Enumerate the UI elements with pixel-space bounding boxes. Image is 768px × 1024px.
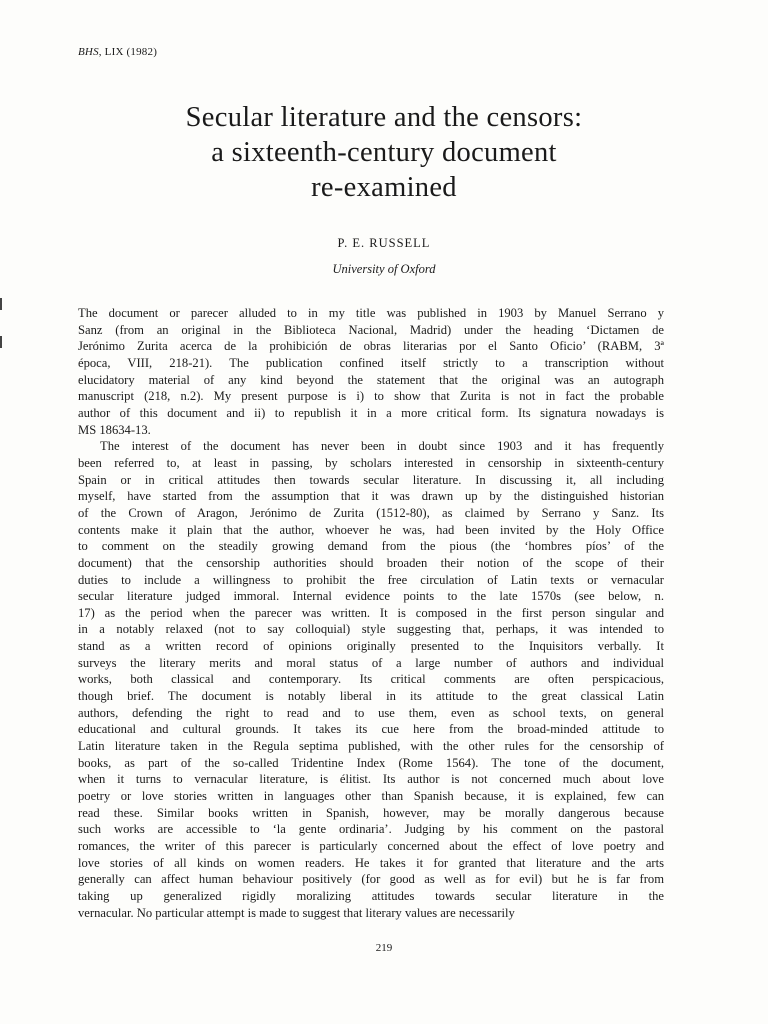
- title-line-3: re-examined: [311, 172, 457, 203]
- body-line: duties to include a willingness to prohibit the free circulation of Latin texts or vernacular: [78, 572, 664, 587]
- body-line: surveys the literary merits and moral status of a large number of authors and individual: [78, 655, 664, 670]
- body-line: manuscript (218, n.2). My present purpose is i) to show that Zurita is not in fact the probable: [78, 389, 664, 404]
- body-line: generally can affect human behaviour positively (for good as well as for evil) but he is far from: [78, 872, 664, 887]
- body-line: document) that the censorship authorities should broaden their notion of the scope of their: [78, 555, 664, 570]
- body-line: works, both classical and contemporary. Its critical comments are often perspicacious,: [78, 672, 664, 687]
- body-line: The interest of the document has never been in doubt since 1903 and it has frequently: [100, 439, 664, 454]
- body-line: secular literature judged immoral. Internal evidence points to the late 1570s (see below, n.: [78, 589, 664, 604]
- body-line: when it turns to vernacular literature, is élitist. Its author is not concerned much about love: [78, 772, 664, 787]
- body-line: Jerónimo Zurita acerca de la prohibición de obras literarias por el Santo Oficio’ (RABM, 3ª: [78, 339, 664, 354]
- body-line: elucidatory material of any kind beyond the statement that the original was an autograph: [78, 372, 664, 387]
- journal-volume-year: , LIX (1982): [98, 46, 158, 58]
- margin-mark: [0, 336, 2, 348]
- running-head: [78, 46, 157, 58]
- body-line: romances, the writer of this parecer is particularly concerned about the effect of love poetry and: [78, 839, 664, 853]
- author-affiliation: University of Oxford: [332, 262, 436, 276]
- body-line: of the Crown of Aragon, Jerónimo de Zurita (1512-80), as claimed by Serrano y Sanz. Its: [78, 505, 664, 520]
- title-line-1: Secular literature and the censors:: [185, 102, 583, 133]
- body-line: The document or parecer alluded to in my title was published in 1903 by Manuel Serrano y: [78, 306, 664, 320]
- body-line: books, as part of the so-called Tridentine Index (Rome 1564). The tone of the document,: [78, 755, 664, 770]
- body-line: author of this document and ii) to republish it in a more critical form. Its signatura nowadays is: [78, 405, 664, 420]
- body-line: Sanz (from an original in the Biblioteca Nacional, Madrid) under the heading ‘Dictamen de: [78, 322, 664, 337]
- body-line: stand as a written record of opinions originally presented to the Inquisitors verbally. It: [78, 639, 664, 654]
- margin-mark: [0, 298, 2, 310]
- body-line: época, VIII, 218-21). The publication confined itself strictly to a transcription without: [78, 355, 664, 370]
- title-line-2: a sixteenth-century document: [211, 137, 557, 168]
- body-line: authors, defending the right to read and to use them, even as school texts, on general: [78, 705, 664, 720]
- journal-abbreviation: BHS: [78, 46, 99, 58]
- body-line: though brief. The document is notably liberal in its attitude to the great classical Latin: [78, 689, 664, 704]
- body-line: Latin literature taken in the Regula septima published, with the other rules for the censorship of: [78, 739, 664, 754]
- body-line: been referred to, at least in passing, by scholars interested in censorship in sixteenth-century: [78, 455, 664, 470]
- article-title: [0, 100, 768, 205]
- body-line: love stories of all kinds on women readers. He takes it for granted that literature and the arts: [78, 855, 664, 870]
- author-name: P. E. RUSSELL: [337, 236, 431, 250]
- body-line: such works are accessible to ‘la gente ordinaria’. Judging by his comment on the pastoral: [78, 822, 664, 837]
- body-line: contents make it plain that the author, whoever he was, had been invited by the Holy Office: [78, 522, 664, 537]
- page-number: 219: [375, 942, 393, 954]
- article-body: [78, 305, 664, 921]
- body-line: in a notably relaxed (not to say colloquial) style suggesting that, perhaps, it was intended to: [78, 622, 664, 637]
- body-line: Spain or in critical attitudes then towards secular literature. In discussing it, all including: [78, 472, 664, 487]
- body-line: taking up generalized rigidly moralizing attitudes towards secular literature in the: [78, 888, 664, 903]
- body-line: vernacular. No particular attempt is made to suggest that literary values are necessarily: [78, 905, 515, 920]
- body-line: to comment on the steadily growing demand from the pious (the ‘hombres píos’ of the: [78, 539, 664, 554]
- body-line: myself, have started from the assumption that it was drawn up by the distinguished historian: [78, 489, 664, 504]
- body-line: MS 18634-13.: [78, 422, 151, 437]
- body-line: 17) as the period when the parecer was written. It is composed in the first person singular and: [78, 605, 664, 620]
- body-line: poetry or love stories written in languages other than Spanish because, it is explained, few can: [78, 789, 664, 804]
- body-line: educational and cultural grounds. It takes its cue here from the broad-minded attitude to: [78, 722, 664, 737]
- body-line: read these. Similar books written in Spanish, however, may be morally dangerous because: [78, 805, 664, 820]
